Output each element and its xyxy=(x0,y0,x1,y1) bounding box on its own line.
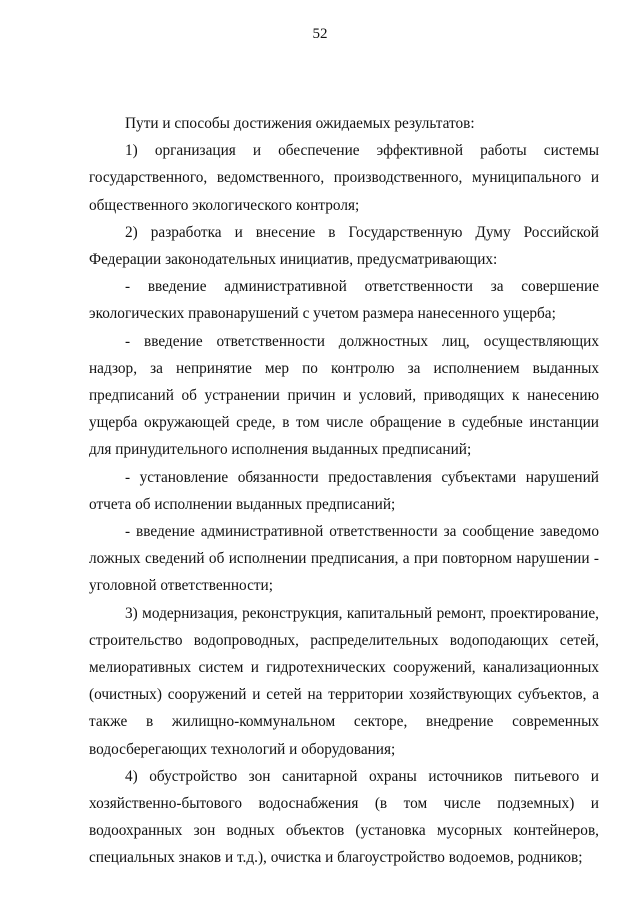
paragraph-subitem-4: - введение административной ответственности за сообщение заведомо ложных сведений об исполнении предписания, а при повторном нарушении - уголовной ответственности; xyxy=(89,523,599,595)
page-number: 52 xyxy=(312,26,328,42)
paragraph-item-4: 4) обустройство зон санитарной охраны источников питьевого и хозяйственно-бытового водоснабжения (в том числе подземных) и водоохранных зон водных объектов (установка мусорных контейнеров, специальных знаков и т.д.), очистка и благоустройство водоемов, родников; xyxy=(89,767,599,867)
section-heading: Пути и способы достижения ожидаемых результатов: xyxy=(125,115,475,132)
paragraph-subitem-3: - установление обязанности предоставления субъектами нарушений отчета об исполнении выданных предписаний; xyxy=(89,468,599,513)
paragraph-item-1: 1) организация и обеспечение эффективной работы системы государственного, ведомственного, производственного, муниципального и общественного экологического контроля; xyxy=(89,142,599,214)
paragraph-item-3: 3) модернизация, реконструкция, капитальный ремонт, проектирование, строительство водопроводных, распределительных водоподающих сетей, мелиоративных систем и гидротехнических сооружений, канализационных (очистных) сооружений и сетей на территории хозяйствующих субъектов, а также в жилищно-коммунальном секторе, внедрение современных водосберегающих технологий и оборудования; xyxy=(89,604,599,758)
document-body xyxy=(89,110,599,872)
paragraph-subitem-1: - введение административной ответственности за совершение экологических правонарушений с учетом размера нанесенного ущерба; xyxy=(89,278,599,323)
paragraph-item-2: 2) разработка и внесение в Государственную Думу Российской Федерации законодательных инициатив, предусматривающих: xyxy=(89,223,599,269)
paragraph-subitem-2: - введение ответственности должностных лиц, осуществляющих надзор, за непринятие мер по контролю за исполнением выданных предписаний об устранении причин и условий, приводящих к нанесению ущерба окружающей среде, в том числе обращение в судебные инстанции для принудительного исполнения выданных предписаний; xyxy=(89,332,599,459)
